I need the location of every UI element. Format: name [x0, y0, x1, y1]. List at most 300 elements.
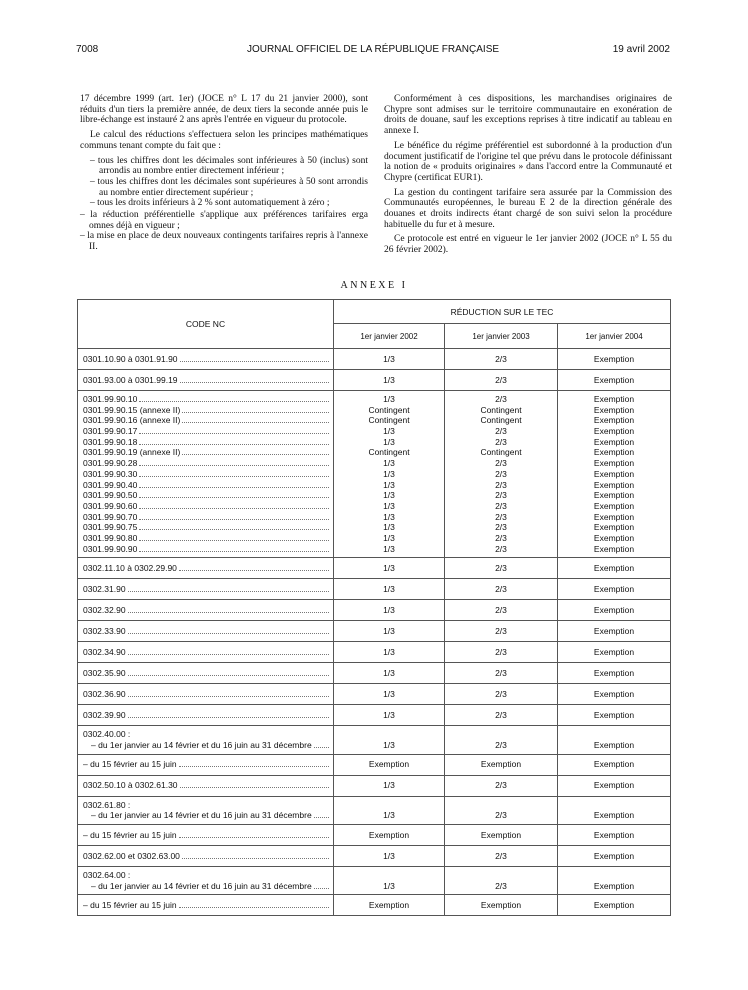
reduction-cell — [334, 775, 445, 796]
reduction-value: Exemption — [593, 532, 635, 543]
code-line — [83, 415, 333, 426]
reduction-value: 2/3 — [495, 394, 507, 404]
reduction-cell — [334, 663, 445, 684]
reduction-cell — [558, 726, 671, 754]
reduction-cell — [445, 391, 558, 558]
reduction-value: 1/3 — [383, 500, 395, 511]
reduction-cell — [558, 558, 671, 579]
nc-code: 0301.99.90.50 — [83, 490, 138, 501]
dot-leader — [139, 469, 329, 477]
reduction-cell — [558, 867, 671, 895]
reduction-value: 2/3 — [495, 562, 507, 573]
code-cell — [78, 391, 334, 558]
dot-leader — [314, 740, 329, 748]
code-line — [83, 740, 333, 751]
nc-code: 0302.32.90 — [83, 604, 126, 615]
code-line — [83, 563, 333, 574]
code-line — [83, 469, 333, 480]
table-row — [78, 775, 671, 796]
nc-code: 0302.35.90 — [83, 667, 126, 678]
reduction-value: 2/3 — [495, 458, 507, 469]
reduction-value: 1/3 — [383, 394, 395, 404]
reduction-cell — [334, 825, 445, 846]
reduction-value: 1/3 — [383, 562, 395, 573]
nc-code: 0302.39.90 — [83, 709, 126, 720]
code-line — [83, 394, 333, 405]
reduction-cell — [558, 621, 671, 642]
nc-code: 0301.99.90.16 (annexe II) — [83, 415, 181, 426]
reduction-cell — [558, 846, 671, 867]
reduction-value: 1/3 — [383, 604, 395, 615]
nc-code: 0302.34.90 — [83, 646, 126, 657]
reduction-value: 2/3 — [495, 511, 507, 522]
spacer — [445, 729, 557, 740]
code-cell — [78, 867, 334, 895]
reduction-value: Contingent — [480, 415, 522, 426]
code-cell — [78, 775, 334, 796]
reduction-value: Contingent — [480, 447, 522, 458]
reduction-value: 2/3 — [495, 522, 507, 533]
dot-leader — [139, 480, 329, 488]
code-line — [83, 501, 333, 512]
nc-code: – du 15 février au 15 juin — [83, 900, 177, 911]
spacer — [334, 800, 444, 811]
dot-leader — [139, 458, 329, 466]
reduction-value: 2/3 — [495, 880, 507, 891]
code-cell — [78, 684, 334, 705]
reduction-cell — [334, 684, 445, 705]
dot-leader — [128, 584, 329, 592]
annex-title: ANNEXE I — [340, 280, 408, 291]
dot-leader — [179, 830, 329, 838]
code-line — [83, 668, 333, 679]
table-row — [78, 846, 671, 867]
reduction-value: Exemption — [593, 740, 635, 750]
code-line — [83, 584, 333, 595]
reduction-value: Exemption — [593, 880, 635, 891]
reduction-value: Exemption — [593, 436, 635, 447]
code-line — [83, 447, 333, 458]
reduction-value: Exemption — [593, 759, 635, 770]
list-item: – tous les chiffres dont les décimales sont supérieures à 50 sont arrondis au nombre entier directement supérieur ; — [90, 176, 368, 198]
reduction-value: 2/3 — [495, 688, 507, 699]
code-cell — [78, 754, 334, 775]
reduction-cell — [334, 642, 445, 663]
dot-leader — [180, 375, 329, 383]
reduction-value: Contingent — [368, 404, 410, 415]
code-line — [83, 533, 333, 544]
table-row — [78, 370, 671, 391]
reduction-value: Exemption — [593, 810, 635, 821]
code-line — [83, 405, 333, 416]
nc-code: – du 15 février au 15 juin — [83, 829, 177, 840]
nc-code: 0301.99.90.60 — [83, 500, 138, 511]
code-cell — [78, 642, 334, 663]
reduction-value: Exemption — [480, 829, 522, 840]
table-row — [78, 754, 671, 775]
dot-leader — [128, 710, 329, 718]
code-cell — [78, 726, 334, 754]
reduction-cell — [334, 349, 445, 370]
reduction-value: 1/3 — [383, 646, 395, 657]
reduction-cell — [334, 558, 445, 579]
dot-leader — [139, 501, 329, 509]
table-row — [78, 825, 671, 846]
reduction-value: 2/3 — [495, 780, 507, 791]
code-heading: 0302.40.00 : — [83, 729, 131, 740]
reduction-value: Exemption — [593, 604, 635, 615]
year-header-2004: 1er janvier 2004 — [558, 324, 671, 349]
reduction-cell — [558, 775, 671, 796]
code-heading: 0302.64.00 : — [83, 870, 131, 881]
reduction-value: Exemption — [593, 583, 635, 594]
reduction-value: 1/3 — [383, 850, 395, 861]
left-text-column — [80, 94, 368, 253]
dot-leader — [139, 533, 329, 541]
nc-code: – du 1er janvier au 14 février et du 16 juin au 31 décembre — [91, 880, 312, 891]
code-cell — [78, 825, 334, 846]
nc-code: 0301.99.90.80 — [83, 532, 138, 543]
reduction-value: Exemption — [368, 900, 410, 911]
code-line — [83, 881, 333, 892]
reduction-value: 1/3 — [383, 458, 395, 469]
nc-code: 0301.99.90.28 — [83, 458, 138, 469]
reduction-value: 1/3 — [383, 810, 395, 821]
reduction-value: Exemption — [593, 850, 635, 861]
code-cell — [78, 579, 334, 600]
reduction-value: 1/3 — [383, 532, 395, 543]
nc-code: 0302.11.10 à 0302.29.90 — [83, 562, 177, 573]
reduction-value: 1/3 — [383, 543, 395, 554]
reduction-cell — [445, 349, 558, 370]
reduction-cell — [558, 895, 671, 916]
code-line — [83, 522, 333, 533]
spacer — [334, 729, 444, 740]
reduction-value: 2/3 — [495, 500, 507, 511]
reduction-value: 1/3 — [383, 583, 395, 594]
reduction-cell — [445, 558, 558, 579]
code-line — [83, 458, 333, 469]
tariff-reduction-table — [77, 299, 671, 916]
code-line — [83, 626, 333, 637]
dot-leader — [180, 354, 329, 362]
nc-code: – du 1er janvier au 14 février et du 16 juin au 31 décembre — [91, 740, 312, 750]
reduction-value: 1/3 — [383, 780, 395, 791]
code-cell — [78, 600, 334, 621]
reduction-cell — [334, 895, 445, 916]
table-row — [78, 621, 671, 642]
reduction-cell — [558, 391, 671, 558]
reduction-value: 1/3 — [383, 667, 395, 678]
reduction-value: 1/3 — [383, 511, 395, 522]
reduction-cell — [558, 684, 671, 705]
code-cell — [78, 663, 334, 684]
reduction-cell — [334, 579, 445, 600]
code-cell — [78, 846, 334, 867]
nc-code: 0301.99.90.17 — [83, 426, 138, 437]
table-row — [78, 642, 671, 663]
right-text-column — [384, 94, 672, 260]
reduction-value: 1/3 — [383, 468, 395, 479]
reduction-value: 1/3 — [383, 436, 395, 447]
code-line — [83, 544, 333, 555]
paragraph: Le bénéfice du régime préférentiel est subordonné à la production d'un document justificatif de l'origine tel que prévu dans le protocole définissant la notion de « produits originaires » dans l'accord entre la Communauté et Chypre (certificat EUR1). — [384, 140, 672, 183]
reduction-cell — [445, 642, 558, 663]
reduction-cell — [334, 754, 445, 775]
reduction-value: Exemption — [593, 709, 635, 720]
reduction-value: 1/3 — [383, 880, 395, 891]
rounding-rules-list — [80, 156, 368, 210]
reduction-cell — [445, 370, 558, 391]
paragraph: Conformément à ces dispositions, les marchandises originaires de Chypre sont admises sur le territoire communautaire en exonération de droits de douane, sauf les exceptions reprises à titre indicatif au tableau en annexe I. — [384, 94, 672, 137]
reduction-value: Exemption — [593, 900, 635, 911]
dot-leader — [314, 810, 329, 818]
reduction-value: Exemption — [593, 374, 635, 385]
code-line — [83, 354, 333, 365]
reduction-value: Exemption — [593, 562, 635, 573]
reduction-cell — [445, 846, 558, 867]
code-cell — [78, 621, 334, 642]
reduction-value: Exemption — [593, 353, 635, 364]
code-line — [83, 780, 333, 791]
code-cell — [78, 705, 334, 726]
code-nc-header: CODE NC — [78, 300, 334, 349]
code-cell — [78, 370, 334, 391]
reduction-cell — [445, 825, 558, 846]
reduction-value: Exemption — [593, 490, 635, 501]
code-line — [83, 710, 333, 721]
reduction-value: Exemption — [593, 646, 635, 657]
table-body — [78, 349, 671, 916]
spacer — [445, 870, 557, 881]
code-line — [83, 689, 333, 700]
nc-code: 0302.62.00 et 0302.63.00 — [83, 850, 180, 861]
code-line — [83, 647, 333, 658]
code-heading: 0302.61.80 : — [83, 799, 131, 810]
reduction-cell — [334, 796, 445, 824]
dot-leader — [128, 689, 329, 697]
list-item: – tous les droits inférieurs à 2 % sont automatiquement à zéro ; — [90, 198, 330, 209]
reduction-value: 1/3 — [383, 426, 395, 437]
table-row — [78, 867, 671, 895]
reduction-value: Exemption — [593, 458, 635, 469]
dot-leader — [180, 780, 329, 788]
year-header-2002: 1er janvier 2002 — [334, 324, 445, 349]
reduction-header: RÉDUCTION SUR LE TEC — [334, 300, 671, 324]
reduction-value: 2/3 — [495, 468, 507, 479]
reduction-value: 2/3 — [495, 353, 507, 364]
reduction-value: 2/3 — [495, 374, 507, 385]
code-cell — [78, 349, 334, 370]
reduction-cell — [558, 349, 671, 370]
reduction-cell — [445, 867, 558, 895]
reduction-cell — [334, 867, 445, 895]
reduction-cell — [558, 600, 671, 621]
reduction-cell — [558, 705, 671, 726]
table-row — [78, 663, 671, 684]
table-row — [78, 895, 671, 916]
reduction-cell — [445, 663, 558, 684]
reduction-cell — [334, 621, 445, 642]
nc-code: 0301.99.90.40 — [83, 479, 138, 490]
reduction-value: 2/3 — [495, 646, 507, 657]
reduction-cell — [334, 726, 445, 754]
reduction-cell — [334, 600, 445, 621]
reduction-value: Exemption — [593, 511, 635, 522]
reduction-cell — [558, 370, 671, 391]
dot-leader — [179, 759, 329, 767]
dot-leader — [128, 647, 329, 655]
reduction-cell — [445, 579, 558, 600]
nc-code: 0301.10.90 à 0301.91.90 — [83, 353, 178, 364]
reduction-value: 2/3 — [495, 810, 507, 821]
reduction-value: 2/3 — [495, 490, 507, 501]
nc-code: 0301.99.90.30 — [83, 468, 138, 479]
reduction-value: Exemption — [593, 522, 635, 533]
table-row — [78, 684, 671, 705]
code-line — [83, 512, 333, 523]
reduction-value: Exemption — [368, 759, 410, 770]
code-line — [83, 851, 333, 862]
reduction-cell — [558, 825, 671, 846]
reduction-value: 2/3 — [495, 604, 507, 615]
reduction-value: 1/3 — [383, 625, 395, 636]
dot-leader — [128, 668, 329, 676]
reduction-value: 1/3 — [383, 479, 395, 490]
dot-leader — [179, 563, 329, 571]
code-cell — [78, 895, 334, 916]
code-line — [83, 375, 333, 386]
reduction-value: 1/3 — [383, 374, 395, 385]
reduction-value: Contingent — [368, 415, 410, 426]
dot-leader — [139, 394, 329, 402]
paragraph: Ce protocole est entré en vigueur le 1er janvier 2002 (JOCE n° L 55 du 26 février 2002). — [384, 234, 672, 256]
nc-code: 0302.36.90 — [83, 688, 126, 699]
reduction-cell — [334, 370, 445, 391]
reduction-value: Contingent — [480, 404, 522, 415]
table-row — [78, 349, 671, 370]
reduction-value: Exemption — [593, 447, 635, 458]
table-row — [78, 391, 671, 558]
nc-code: 0302.31.90 — [83, 583, 126, 594]
reduction-cell — [445, 726, 558, 754]
reduction-cell — [445, 600, 558, 621]
reduction-value: 1/3 — [383, 740, 395, 750]
code-line — [83, 830, 333, 841]
dot-leader — [139, 512, 329, 520]
reduction-value: Exemption — [593, 394, 635, 404]
dot-leader — [128, 626, 329, 634]
reduction-value: Exemption — [593, 468, 635, 479]
spacer — [558, 800, 670, 811]
nc-code: 0301.99.90.10 — [83, 394, 138, 404]
issue-date: 19 avril 2002 — [612, 44, 670, 55]
list-item: – la mise en place de deux nouveaux contingents tarifaires repris à l'annexe II. — [80, 231, 368, 253]
spacer — [445, 800, 557, 811]
table-row — [78, 600, 671, 621]
reduction-cell — [445, 895, 558, 916]
reduction-cell — [445, 775, 558, 796]
nc-code: 0302.33.90 — [83, 625, 126, 636]
journal-title: JOURNAL OFFICIEL DE LA RÉPUBLIQUE FRANÇAISE — [246, 44, 500, 55]
table-row — [78, 579, 671, 600]
spacer — [334, 870, 444, 881]
reduction-value: 1/3 — [383, 490, 395, 501]
dot-leader — [182, 851, 329, 859]
reduction-value: 1/3 — [383, 688, 395, 699]
code-line — [83, 605, 333, 616]
reduction-value: 1/3 — [383, 709, 395, 720]
reduction-cell — [445, 705, 558, 726]
reduction-value: Exemption — [593, 625, 635, 636]
dot-leader — [128, 605, 329, 613]
reduction-value: Exemption — [593, 688, 635, 699]
paragraph: Le calcul des réductions s'effectuera selon les principes mathématiques communs tenant compte du fait que : — [80, 130, 368, 151]
reduction-cell — [445, 796, 558, 824]
nc-code: 0301.93.00 à 0301.99.19 — [83, 374, 178, 385]
dot-leader — [139, 490, 329, 498]
reduction-value: 2/3 — [495, 479, 507, 490]
reduction-value: 2/3 — [495, 426, 507, 437]
reduction-value: Exemption — [593, 404, 635, 415]
dot-leader — [139, 437, 329, 445]
paragraph: 17 décembre 1999 (art. 1er) (JOCE n° L 17 du 21 janvier 2000), sont réduits d'un tiers la première année, de deux tiers la seconde année puis le libre-échange est instauré 2 ans après l'entrée en vigueur du protocole. — [80, 94, 368, 126]
reduction-cell — [334, 705, 445, 726]
code-cell — [78, 796, 334, 824]
reduction-cell — [445, 684, 558, 705]
code-cell — [78, 558, 334, 579]
reduction-value: Exemption — [593, 780, 635, 791]
reduction-value: 2/3 — [495, 625, 507, 636]
list-item: – tous les chiffres dont les décimales sont inférieures à 50 (inclus) sont arrondis au nombre entier directement inférieur ; — [90, 155, 368, 177]
nc-code: 0301.99.90.70 — [83, 511, 138, 522]
code-line — [83, 759, 333, 770]
table-row — [78, 705, 671, 726]
reduction-value: 2/3 — [495, 436, 507, 447]
list-item: – la réduction préférentielle s'applique aux préférences tarifaires erga omnes déjà en vigueur ; — [80, 210, 368, 231]
reduction-value: 2/3 — [495, 740, 507, 750]
nc-code: 0302.50.10 à 0302.61.30 — [83, 780, 178, 791]
year-header-2003: 1er janvier 2003 — [445, 324, 558, 349]
nc-code: 0301.99.90.75 — [83, 522, 138, 533]
reduction-value: Exemption — [593, 426, 635, 437]
reduction-cell — [445, 754, 558, 775]
dot-leader — [182, 405, 329, 413]
dot-leader — [314, 881, 329, 889]
reduction-value: 2/3 — [495, 667, 507, 678]
nc-code: – du 1er janvier au 14 février et du 16 juin au 31 décembre — [91, 810, 312, 821]
nc-code: 0301.99.90.19 (annexe II) — [83, 447, 181, 458]
reduction-value: Exemption — [593, 415, 635, 426]
dot-leader — [182, 447, 329, 455]
reduction-cell — [558, 663, 671, 684]
code-line — [83, 426, 333, 437]
table-row — [78, 558, 671, 579]
reduction-value: Exemption — [593, 829, 635, 840]
paragraph: La gestion du contingent tarifaire sera assurée par la Commission des Communautés européennes, le bureau E 2 de la direction générale des douanes et droits indirects étant chargé de son suivi selon la procédure habituelle du fur et à mesure. — [384, 187, 672, 230]
nc-code: 0301.99.90.18 — [83, 436, 138, 447]
reduction-value: 2/3 — [495, 532, 507, 543]
code-line — [83, 810, 333, 821]
reduction-cell — [558, 642, 671, 663]
reduction-cell — [558, 579, 671, 600]
table-row — [78, 796, 671, 824]
dot-leader — [182, 415, 329, 423]
reduction-value: Exemption — [593, 543, 635, 554]
reduction-value: 2/3 — [495, 583, 507, 594]
reduction-cell — [445, 621, 558, 642]
reduction-value: 1/3 — [383, 353, 395, 364]
